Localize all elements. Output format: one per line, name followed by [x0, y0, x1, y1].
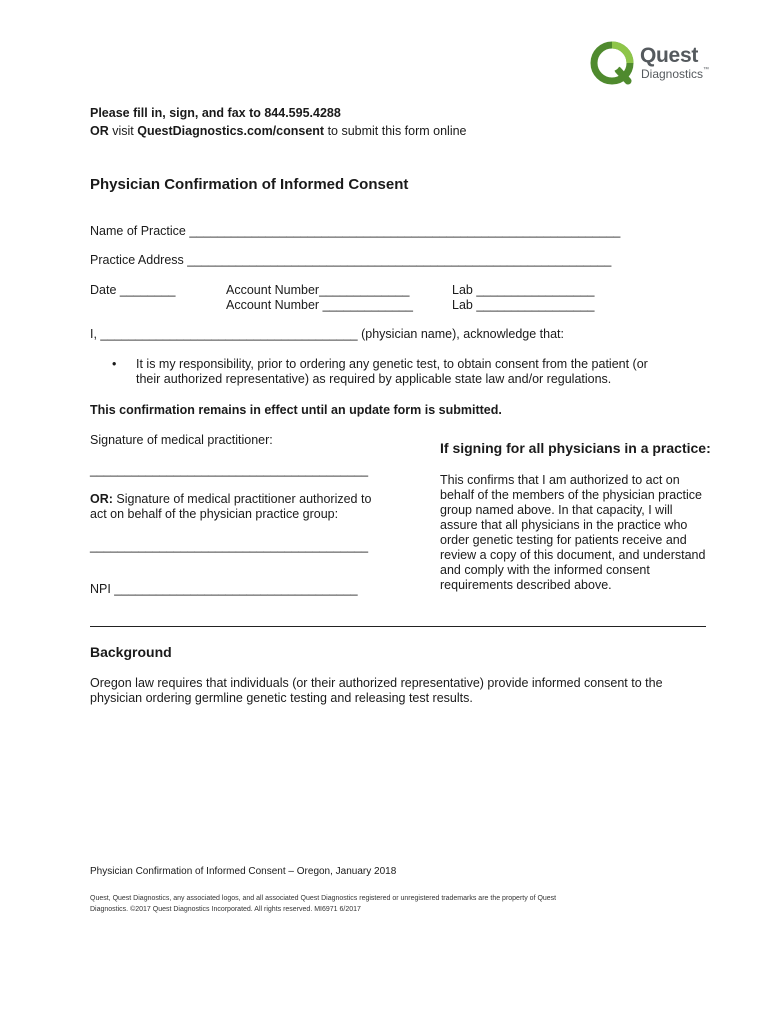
name-of-practice-field[interactable]: Name of Practice ______________________________________________________________: [90, 224, 621, 238]
signature-label: Signature of medical practitioner:: [90, 433, 273, 447]
physician-name-field[interactable]: I, _____________________________________ (physician name), acknowledge that:: [90, 327, 564, 341]
group-signature-label: OR: Signature of medical practitioner authorized to act on behalf of the physician practice group:: [90, 492, 372, 521]
background-text: Oregon law requires that individuals (or their authorized representative) provide informed consent to the physician ordering germline genetic testing and releasing test results.: [90, 676, 663, 705]
practice-box-heading: If signing for all physicians in a practice:: [440, 440, 711, 456]
footer-legal-text: Quest, Quest Diagnostics, any associated logos, and all associated Quest Diagnostics registered or unregistered trademarks are the property of Quest Diagnostics. ©2017 Quest Diagnostics Incorporated. All rights reserved. MI6971 6/2017: [90, 895, 557, 913]
practice-address-field[interactable]: Practice Address _____________________________________________________________: [90, 253, 612, 267]
npi-field[interactable]: NPI ___________________________________: [90, 582, 358, 596]
lab-field-1[interactable]: Lab _________________: [452, 283, 595, 297]
account-number-field-1[interactable]: Account Number_____________: [226, 283, 410, 297]
logo-word-diagnostics: Diagnostics™: [641, 67, 710, 81]
logo-word-quest: Quest: [640, 44, 699, 67]
date-field[interactable]: Date ________: [90, 283, 176, 297]
signature-line-practitioner[interactable]: ________________________________________: [90, 463, 369, 477]
acknowledgement-item: It is my responsibility, prior to ordering any genetic test, to obtain consent from the patient (or their authorized representative) as required by applicable state law and/or regulations.: [136, 357, 648, 386]
fax-instruction: Please fill in, sign, and fax to 844.595.4288: [90, 106, 341, 120]
confirmation-note: This confirmation remains in effect until an update form is submitted.: [90, 403, 502, 417]
online-instruction: OR visit QuestDiagnostics.com/consent to submit this form online: [90, 124, 467, 138]
practice-box-text: This confirms that I am authorized to act on behalf of the members of the physician practice group named above. In that capacity, I will assure that all physicians in the practice who order genetic testing for patients receive and review a copy of this document, and understand and comply with the informed consent requirements described above.: [440, 473, 706, 592]
quest-logo-mark-icon: [590, 40, 636, 86]
section-divider: [90, 626, 706, 627]
background-heading: Background: [90, 644, 172, 660]
lab-field-2[interactable]: Lab _________________: [452, 298, 595, 312]
footer-doc-title: Physician Confirmation of Informed Consent – Oregon, January 2018: [90, 866, 397, 877]
consent-url-link[interactable]: QuestDiagnostics.com/consent: [137, 124, 325, 138]
signature-line-group[interactable]: ________________________________________: [90, 539, 369, 553]
account-number-field-2[interactable]: Account Number _____________: [226, 298, 413, 312]
form-title: Physician Confirmation of Informed Consent: [90, 176, 409, 193]
bullet-icon: •: [112, 357, 117, 371]
quest-diagnostics-logo: [590, 40, 730, 86]
